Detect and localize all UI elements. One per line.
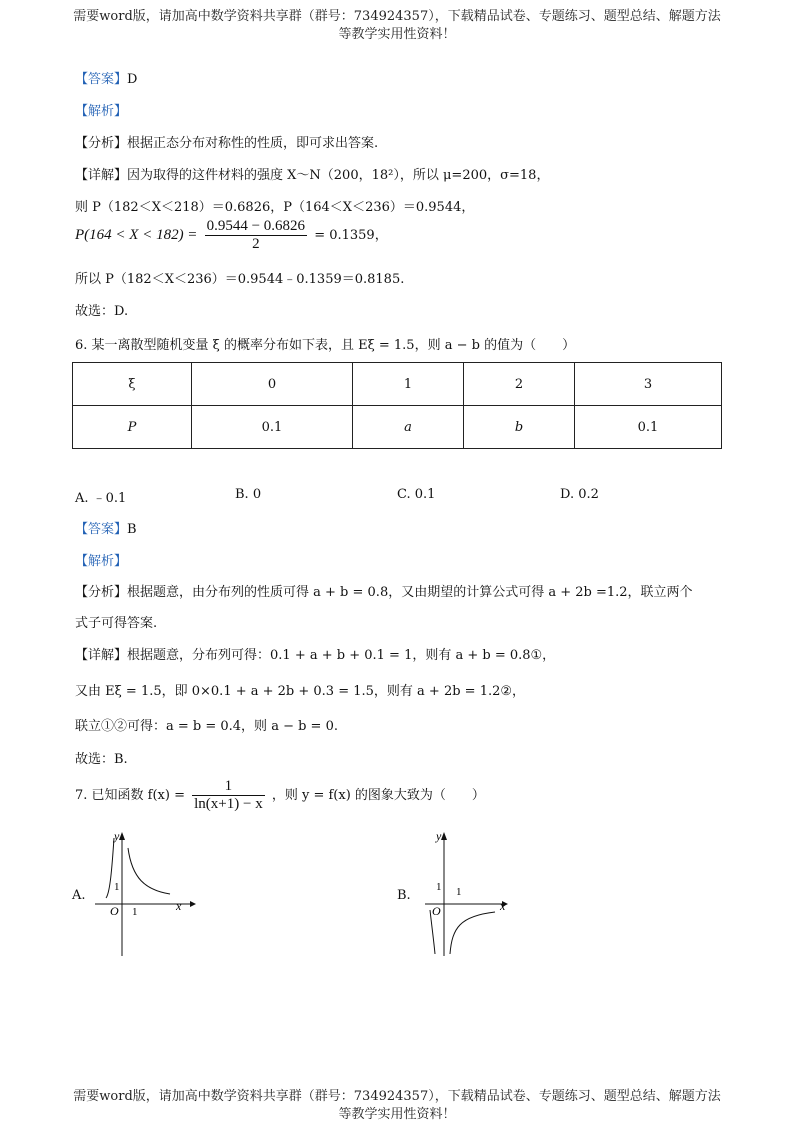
q7-option-b-label: B. xyxy=(397,888,411,903)
table-cell: P xyxy=(73,406,192,449)
q6-choose-line: 故选：B. xyxy=(75,752,128,767)
header-line-1: 需要word版，请加高中数学资料共享群（群号：734924357），下载精品试卷、专题练习、题型总结、解题方法 xyxy=(73,9,721,24)
y-axis-arrow xyxy=(441,832,447,840)
q5-answer-tag: 【答案】 xyxy=(75,72,128,87)
table-cell: 1 xyxy=(353,363,464,406)
q7-option-a-label: A. xyxy=(72,888,86,903)
q6-xiangjie-text: 根据题意，分布列可得：0.1 + a + b + 0.1 = 1，则有 a + b = 0.8①， xyxy=(127,648,556,663)
q6-answer-tag: 【答案】 xyxy=(75,522,128,537)
q6-option-c: C. 0.1 xyxy=(397,487,436,502)
q6-xiangjie-line xyxy=(75,644,555,663)
curve-right-branch xyxy=(450,912,495,954)
footer-line-1: 需要word版，请加高中数学资料共享群（群号：734924357），下载精品试卷、专题练习、题型总结、解题方法 xyxy=(73,1089,721,1104)
q5-xiangjie-text: 因为取得的这件材料的强度 X～N（200，18²），所以 μ=200，σ=18， xyxy=(127,168,550,183)
q6-xiangjie-tag: 【详解】 xyxy=(75,648,128,663)
q6-solve-line: 联立①②可得：a = b = 0.4，则 a − b = 0. xyxy=(75,719,338,734)
page-footer xyxy=(0,1088,794,1124)
origin-label: O xyxy=(432,904,441,918)
q6-option-d: D. 0.2 xyxy=(560,487,599,502)
curve-left-branch xyxy=(106,838,114,898)
table-row xyxy=(73,363,722,406)
table-cell: b xyxy=(464,406,575,449)
table-row xyxy=(73,406,722,449)
q6-option-a: A. ﹣0.1 xyxy=(75,491,127,506)
q7-stem-fraction xyxy=(192,778,265,813)
q6-fenxi-line-2: 式子可得答案. xyxy=(75,616,158,631)
x-axis-label: x xyxy=(500,899,506,913)
q7-stem-prefix: 7. 已知函数 f(x) = xyxy=(75,788,185,803)
table-cell: 0.1 xyxy=(192,406,353,449)
x-axis-arrow xyxy=(190,901,196,907)
q6-distribution-table xyxy=(72,362,722,449)
q6-fenxi-text: 根据题意，由分布列的性质可得 a + b = 0.8，又由期望的计算公式可得 a + 2b =1.2，联立两个 xyxy=(127,585,693,600)
q5-fenxi-line xyxy=(75,132,378,151)
q5-xiangjie-tag: 【详解】 xyxy=(75,168,128,183)
table-cell: a xyxy=(353,406,464,449)
q5-analysis-line xyxy=(75,100,127,119)
q7-stem-numerator: 1 xyxy=(192,778,265,796)
q6-answer-value: B xyxy=(127,522,137,537)
q6-analysis-tag: 【解析】 xyxy=(75,554,128,569)
tick-y-one: 1 xyxy=(436,881,442,893)
page-header xyxy=(0,8,794,44)
q5-formula-numerator: 0.9544 − 0.6826 xyxy=(206,218,306,234)
q7-graph-a xyxy=(90,828,200,958)
q5-analysis-tag: 【解析】 xyxy=(75,104,128,119)
q5-formula-lhs: P(164 < X < 182) = xyxy=(75,227,198,243)
q5-formula-fraction xyxy=(205,218,307,253)
q7-stem-suffix: ，则 y = f(x) 的图象大致为（ ） xyxy=(271,788,485,803)
q6-fenxi-tag: 【分析】 xyxy=(75,585,128,600)
q6-fenxi-line xyxy=(75,581,693,600)
table-cell: ξ xyxy=(73,363,192,406)
q6-expectation-line: 又由 Eξ = 1.5，即 0×0.1 + a + 2b + 0.3 = 1.5，则有 a + 2b = 1.2②， xyxy=(75,684,526,699)
q5-formula-rhs: = 0.1359， xyxy=(314,228,388,243)
tick-x-one: 1 xyxy=(132,906,138,918)
tick-x-one: 1 xyxy=(456,886,462,898)
curve-right-branch xyxy=(128,848,170,894)
q5-formula xyxy=(75,218,388,253)
origin-label: O xyxy=(110,904,119,918)
table-cell: 3 xyxy=(575,363,722,406)
y-axis-arrow xyxy=(119,832,125,840)
q6-option-b: B. 0 xyxy=(235,487,262,502)
y-axis-label: y xyxy=(114,829,120,843)
table-cell: 0.1 xyxy=(575,406,722,449)
table-cell: 2 xyxy=(464,363,575,406)
q5-fenxi-tag: 【分析】 xyxy=(75,136,128,151)
header-line-2: 等教学实用性资料！ xyxy=(338,27,456,42)
q5-xiangjie-line xyxy=(75,164,549,183)
y-axis-label: y xyxy=(436,829,442,843)
footer-line-2: 等教学实用性资料！ xyxy=(338,1107,456,1122)
q5-result-line: 所以 P（182＜X＜236）＝0.9544﹣0.1359＝0.8185. xyxy=(75,272,405,287)
q7-stem-denominator: ln(x+1) − x xyxy=(194,796,263,812)
q5-answer-value: D xyxy=(127,72,138,87)
q5-fenxi-text: 根据正态分布对称性的性质，即可求出答案. xyxy=(127,136,379,151)
tick-y-one: 1 xyxy=(114,881,120,893)
q6-answer-line xyxy=(75,518,137,537)
q5-choose-line: 故选：D. xyxy=(75,304,129,319)
table-cell: 0 xyxy=(192,363,353,406)
q5-formula-denominator: 2 xyxy=(252,236,260,252)
q5-answer-line xyxy=(75,68,137,87)
q6-stem: 6. 某一离散型随机变量 ξ 的概率分布如下表，且 Eξ = 1.5，则 a − b 的值为（ ） xyxy=(75,338,576,353)
q5-probability-line: 则 P（182＜X＜218）＝0.6826，P（164＜X＜236）＝0.9544， xyxy=(75,200,475,215)
q7-stem xyxy=(75,778,485,813)
x-axis-label: x xyxy=(176,899,182,913)
q7-graph-b xyxy=(420,828,530,958)
q6-analysis-line xyxy=(75,550,127,569)
